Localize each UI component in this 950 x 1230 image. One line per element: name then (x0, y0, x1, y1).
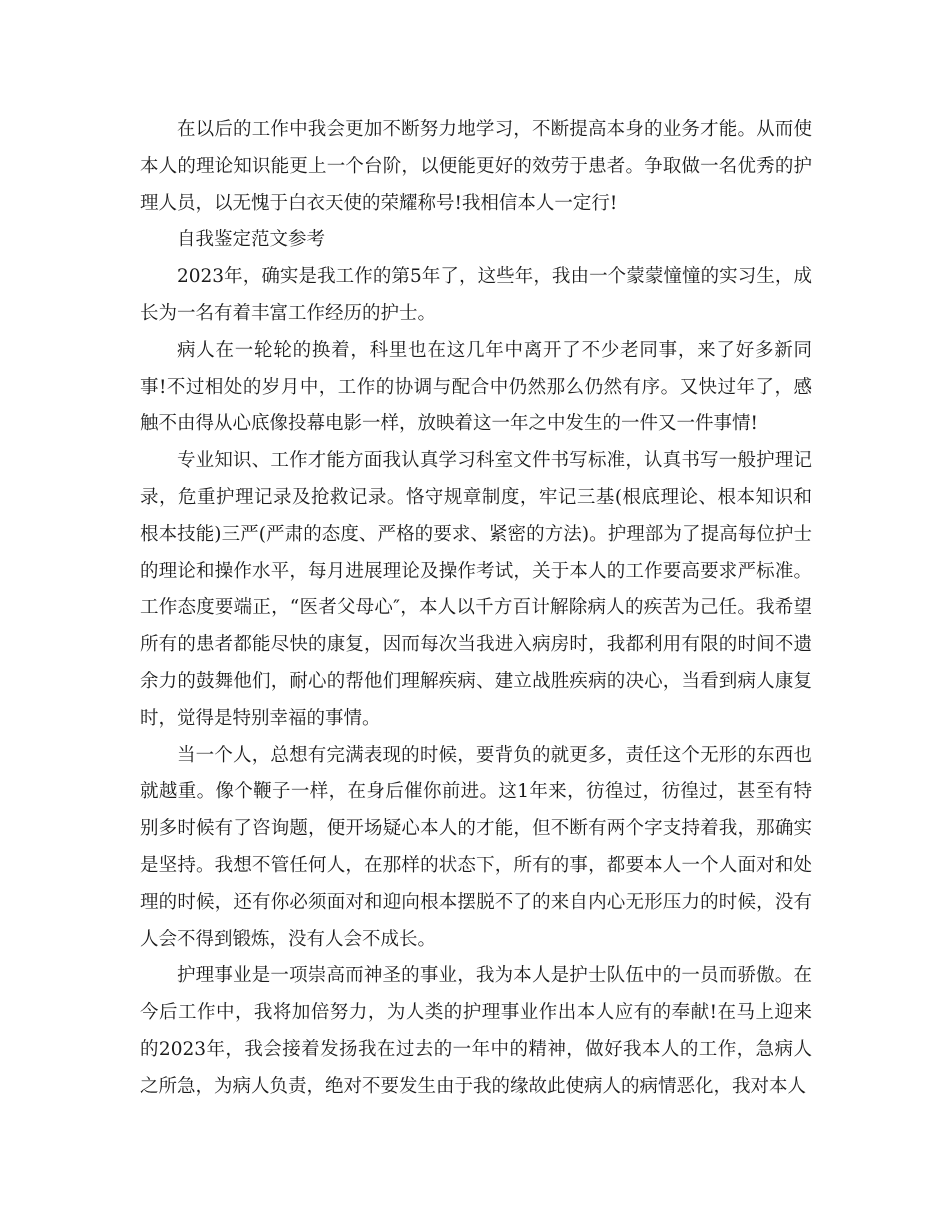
paragraph-nursing-career: 护理事业是一项崇高而神圣的事业，我为本人是护士队伍中的一员而骄傲。在今后工作中，我将加倍努力，为人类的护理事业作出本人应有的奉献!在马上迎来的2023年，我会接着发扬我在过去的一年中的精神，做好我本人的工作，急病人之所急，为病人负责，绝对不要发生由于我的缘故此使病人的病情恶化，我对本人 (140, 965, 812, 1097)
section-heading: 自我鉴定范文参考 (177, 229, 326, 251)
paragraph-closing-commitment: 在以后的工作中我会更加不断努力地学习，不断提高本身的业务才能。从而使本人的理论知识能更上一个台阶，以便能更好的效劳于患者。争取做一名优秀的护理人员，以无愧于白衣天使的荣耀称号!我相信本人一定行! (140, 119, 812, 214)
paragraph-colleagues: 病人在一轮轮的换着，科里也在这几年中离开了不少老同事，来了好多新同事!不过相处的岁月中，工作的协调与配合中仍然那么仍然有序。又快过年了，感触不由得从心底像投幕电影一样，放映着这一年之中发生的一件又一件事情! (140, 339, 812, 435)
paragraph-responsibility: 当一个人，总想有完满表现的时候，要背负的就更多，责任这个无形的东西也就越重。像个鞭子一样，在身后催你前进。这1年来，彷徨过，彷徨过，甚至有特别多时候有了咨询题，便开场疑心本人的才能，但不断有两个字支持着我，那确实是坚持。我想不管任何人，在那样的状态下，所有的事，都要本人一个人面对和处理的时候，还有你必须面对和迎向根本摆脱不了的来自内心无形压力的时候，没有人会不得到锻炼，没有人会不成长。 (140, 744, 812, 950)
paragraph-introduction: 2023年，确实是我工作的第5年了，这些年，我由一个蒙蒙憧憧的实习生，成长为一名有着丰富工作经历的护士。 (140, 266, 812, 324)
paragraph-professional-skills: 专业知识、工作才能方面我认真学习科室文件书写标准，认真书写一般护理记录，危重护理记录及抢救记录。恪守规章制度，牢记三基(根底理论、根本知识和根本技能)三严(严肃的态度、严格的要求、紧密的方法)。护理部为了提高每位护士的理论和操作水平，每月进展理论及操作考试，关于本人的工作要高要求严标准。工作态度要端正，“医者父母心″，本人以千方百计解除病人的疾苦为己任。我希望所有的患者都能尽快的康复，因而每次当我进入病房时，我都利用有限的时间不遗余力的鼓舞他们，耐心的帮他们理解疾病、建立战胜疾病的决心，当看到病人康复时，觉得是特别幸福的事情。 (140, 450, 812, 729)
document-body (140, 112, 812, 1106)
